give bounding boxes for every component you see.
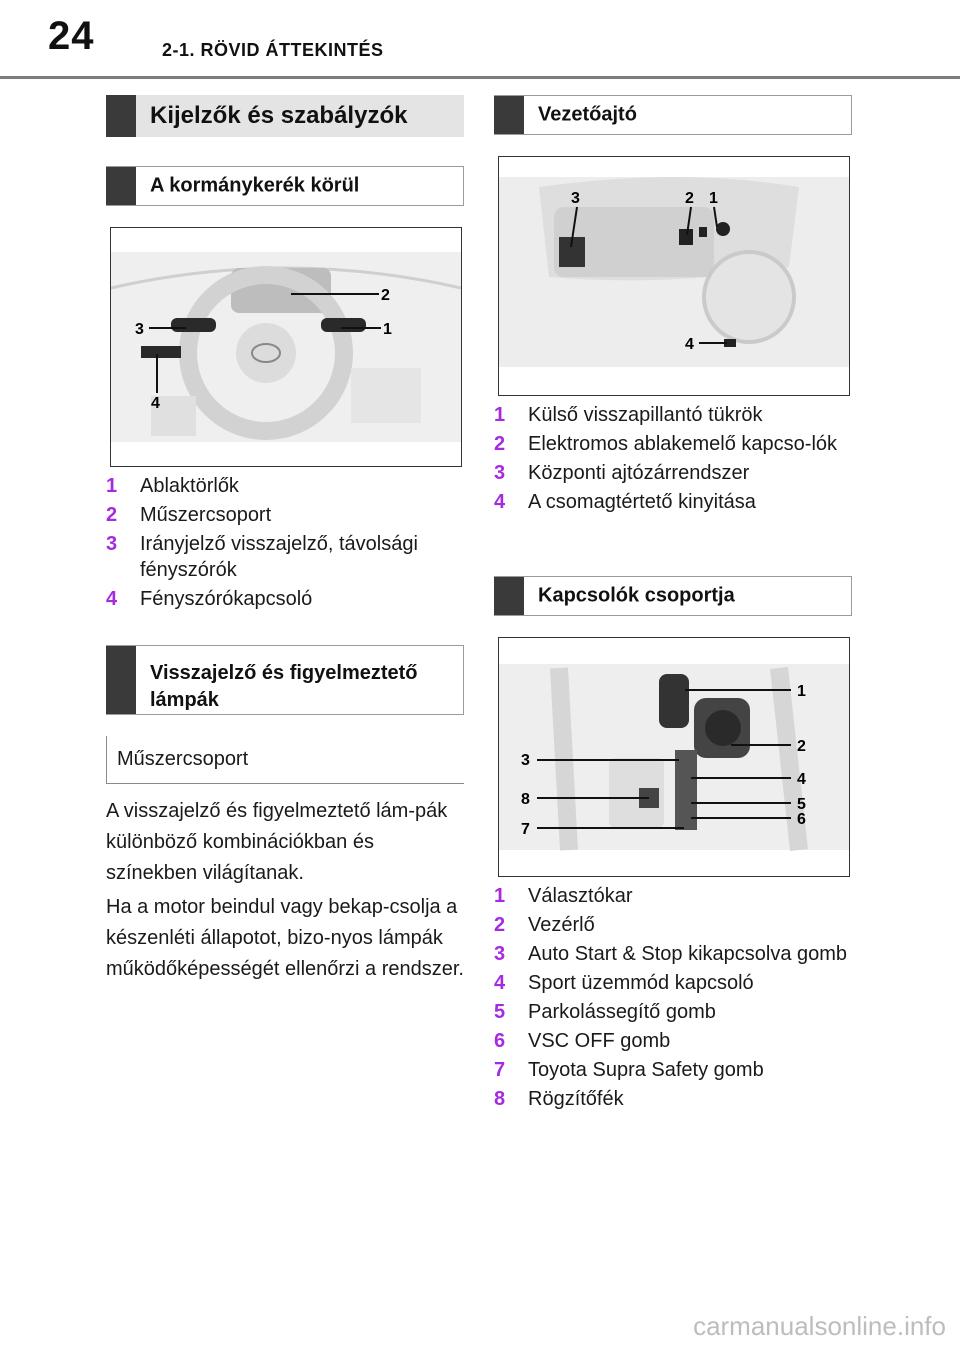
instrument-subheading-text: Műszercsoport	[117, 748, 249, 770]
list-item: 2 Vezérlő	[494, 914, 595, 936]
warning-heading	[106, 645, 464, 715]
callout-1: 1	[797, 683, 806, 700]
steering-illustration	[111, 228, 461, 466]
callout-1: 1	[383, 321, 392, 338]
callout-6: 6	[797, 811, 806, 828]
page-number: 24	[48, 14, 95, 58]
heading-bar	[106, 95, 136, 137]
callout-7: 7	[521, 821, 530, 838]
list-item: 1 Ablaktörlők	[106, 475, 239, 497]
watermark: carmanualsonline.info	[693, 1311, 946, 1341]
steering-heading-text: A kormánykerék körül	[150, 174, 360, 197]
callout-2: 2	[381, 287, 390, 304]
switches-figure	[498, 637, 850, 877]
switches-heading	[494, 576, 852, 616]
heading-bar	[106, 646, 136, 714]
steering-list	[106, 473, 466, 615]
door-illustration	[499, 157, 849, 395]
list-item: 4 Sport üzemmód kapcsoló	[494, 972, 754, 994]
warning-paragraph-2: Ha a motor beindul vagy bekap-csolja a készenléti állapotot, bizo-nyos lámpák működőképességét ellenőrzi a rendszer.	[106, 896, 464, 980]
main-heading	[106, 95, 464, 137]
list-item: 7 Toyota Supra Safety gomb	[494, 1059, 764, 1081]
list-item: 3 Központi ajtózárrendszer	[494, 462, 750, 484]
callout-4: 4	[797, 771, 806, 788]
list-item: 2 Műszercsoport	[106, 504, 272, 526]
switches-list	[494, 883, 854, 1115]
callout-3: 3	[135, 321, 144, 338]
list-item: 2 Elektromos ablakemelő kapcso-lók	[494, 433, 838, 455]
switches-heading-text: Kapcsolók csoportja	[538, 584, 735, 607]
list-item: 3 Auto Start & Stop kikapcsolva gomb	[494, 943, 848, 965]
callout-8: 8	[521, 791, 530, 808]
list-item: 6 VSC OFF gomb	[494, 1030, 671, 1052]
list-item: 4 Fényszórókapcsoló	[106, 588, 313, 610]
list-item: 8 Rögzítőfék	[494, 1088, 624, 1110]
door-figure	[498, 156, 850, 396]
callout-4: 4	[685, 336, 694, 353]
main-heading-text: Kijelzők és szabályzók	[150, 101, 408, 129]
callout-3: 3	[521, 752, 530, 769]
steering-figure	[110, 227, 462, 467]
callout-2: 2	[685, 190, 694, 207]
header-rule	[0, 76, 960, 79]
heading-bar	[106, 167, 136, 205]
callout-1: 1	[709, 190, 718, 207]
warning-heading-text: Visszajelző és figyelmeztető lámpák	[150, 662, 418, 711]
heading-bar	[494, 96, 524, 134]
callout-4: 4	[151, 395, 160, 412]
heading-bar	[494, 577, 524, 615]
door-heading	[494, 95, 852, 135]
door-list	[494, 402, 854, 518]
list-item: 4 A csomagtértető kinyitása	[494, 491, 756, 513]
callout-2: 2	[797, 738, 806, 755]
list-item: 3 Irányjelző visszajelző, távolsági fényszórók	[106, 533, 418, 581]
section-title: 2-1. RÖVID ÁTTEKINTÉS	[162, 40, 384, 60]
door-heading-text: Vezetőajtó	[538, 103, 637, 126]
switches-illustration	[499, 638, 849, 876]
warning-paragraph-1: A visszajelző és figyelmeztető lám-pák különböző kombinációkban és színekben világítanak.	[106, 800, 448, 884]
list-item: 1 Külső visszapillantó tükrök	[494, 404, 763, 426]
callout-5: 5	[797, 796, 806, 813]
steering-heading	[106, 166, 464, 206]
callout-3: 3	[571, 190, 580, 207]
instrument-subheading	[106, 736, 464, 784]
list-item: 1 Választókar	[494, 885, 633, 907]
list-item: 5 Parkolássegítő gomb	[494, 1001, 716, 1023]
